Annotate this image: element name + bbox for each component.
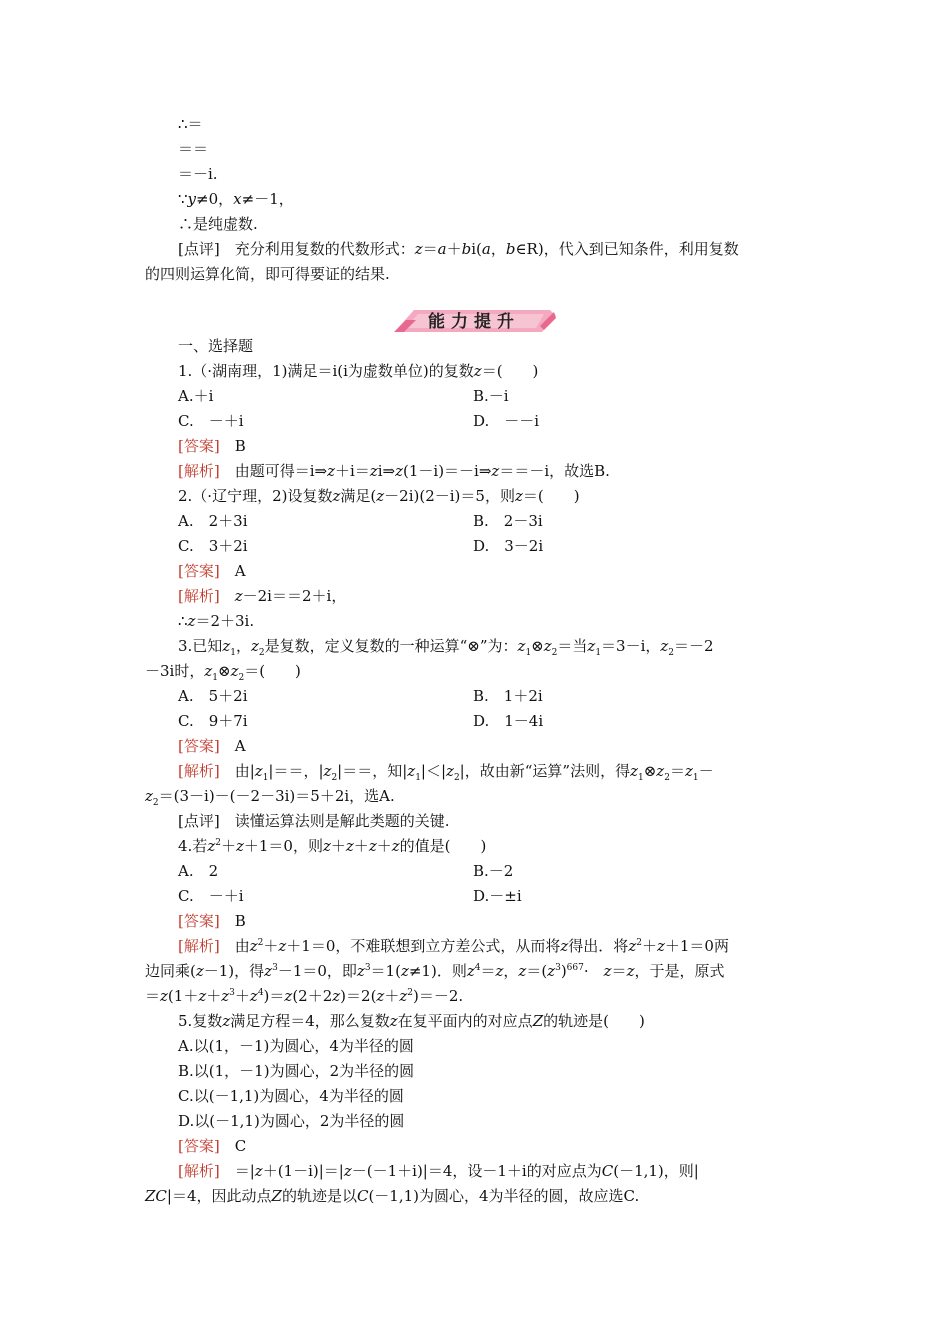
text-segment: ∴＝ [178, 115, 203, 133]
text-line [0, 534, 950, 559]
text-segment: [解析] z－2i＝＝2＋i， [178, 587, 347, 605]
text-line [0, 459, 950, 484]
text-segment: A. 2＋3i [178, 512, 248, 530]
text-segment: 5.复数z满足方程＝4，那么复数z在复平面内的对应点Z的轨迹是( ) [178, 1012, 645, 1030]
text-segment: $z_2=(3-i)-(-2-3i)=5+2i$，选A. [145, 787, 395, 808]
text-line [0, 1184, 950, 1209]
text-line [0, 909, 950, 934]
text-line [0, 634, 950, 659]
text-segment: 4.若$z^2+z+1=0$，则z＋z＋z＋z的值是( ) [178, 837, 487, 855]
text-segment: B.－2 [473, 862, 514, 880]
text-line [0, 262, 950, 287]
text-segment: 的四则运算化简，即可得要证的结果. [145, 265, 390, 283]
text-segment: [解析] 由$|z_1|==$，$|z_2|==$，知$|z_1|<|z_2|$，故由新“运算”法则，得$z_1\otimes z_2=z_1-$ [178, 762, 714, 783]
text-line [0, 809, 950, 834]
text-segment: $=z(1+z+z^3+z^4)=z(2+2z)=2(z+z^2)=-2$. [145, 987, 464, 1005]
text-line [0, 162, 950, 187]
text-segment: ∴是纯虚数. [178, 215, 258, 233]
text-line [0, 684, 950, 709]
text-line [0, 187, 950, 212]
text-segment: A.＋i [178, 387, 214, 405]
text-line [0, 759, 950, 784]
text-line [0, 434, 950, 459]
text-line [0, 509, 950, 534]
text-line [0, 384, 950, 409]
text-line [0, 584, 950, 609]
section-banner [392, 304, 556, 334]
text-segment: 边同乘(z－1)，得$z^3-1=0$，即$z^3=1(z\ne 1)$．则$z^4=z$，$z=(z^3)^{667}\cdot$ z＝z，于是，原式 [145, 962, 725, 980]
text-segment: ＝＝ [178, 140, 209, 158]
text-line [0, 409, 950, 434]
text-line [0, 559, 950, 584]
text-segment: B.以(1，－1)为圆心，2为半径的圆 [178, 1062, 415, 1080]
text-segment: [解析] 由$z^2+z+1=0$，不难联想到立方差公式，从而将z得出．将$z^2+z+1=0$两 [178, 937, 729, 955]
text-segment: [答案] B [178, 912, 246, 930]
text-segment: 2.（·辽宁理，2)设复数z满足(z－2i)(2－i)＝5，则z＝( ) [178, 487, 580, 505]
text-line [0, 1084, 950, 1109]
text-line [0, 959, 950, 984]
text-line [0, 884, 950, 909]
text-line [0, 834, 950, 859]
text-segment: C. －＋i [178, 412, 244, 430]
text-segment: B. 1＋2i [473, 687, 543, 705]
text-segment: C.以(－1,1)为圆心，4为半径的圆 [178, 1087, 404, 1105]
text-line [0, 137, 950, 162]
text-segment: C. 3＋2i [178, 537, 248, 555]
text-line [0, 112, 950, 137]
text-segment: 1.（·湖南理，1)满足＝i(i为虚数单位)的复数z＝( ) [178, 362, 539, 380]
text-line [0, 484, 950, 509]
text-line [0, 1159, 950, 1184]
text-segment: D. －－i [473, 412, 540, 430]
text-segment: [答案] B [178, 437, 246, 455]
text-segment: －3i时，$z_1\otimes z_2=$( ) [145, 662, 301, 683]
text-line [0, 734, 950, 759]
text-line [0, 1059, 950, 1084]
text-line [0, 984, 950, 1009]
text-segment: C. 9＋7i [178, 712, 248, 730]
text-line [0, 784, 950, 809]
text-segment: C. －＋i [178, 887, 244, 905]
text-segment: [解析] ＝|z＋(1－i)|＝|z－(－1＋i)|＝4，设－1＋i的对应点为C(－1,1)，则| [178, 1162, 699, 1180]
text-segment: [答案] A [178, 562, 246, 580]
text-segment: ∴z＝2＋3i. [178, 612, 255, 630]
text-line [0, 709, 950, 734]
text-line [0, 859, 950, 884]
text-segment: ZC|＝4，因此动点Z的轨迹是以C(－1,1)为圆心，4为半径的圆，故应选C. [145, 1187, 640, 1205]
banner-title: 能力提升 [428, 312, 520, 332]
text-line [0, 1134, 950, 1159]
text-segment: [点评] 充分利用复数的代数形式：z＝a＋bi(a，b∈R)，代入到已知条件，利用复数 [178, 240, 739, 258]
text-segment: [点评] 读懂运算法则是解此类题的关键. [178, 812, 450, 830]
text-segment: ∵y≠0，x≠－1， [178, 190, 294, 208]
text-segment: D. 1－4i [473, 712, 544, 730]
text-segment: B.－i [473, 387, 509, 405]
text-line [0, 1009, 950, 1034]
text-line [0, 609, 950, 634]
text-segment: [答案] A [178, 737, 246, 755]
text-segment: A.以(1，－1)为圆心，4为半径的圆 [178, 1037, 414, 1055]
text-line [0, 359, 950, 384]
text-segment: D.以(－1,1)为圆心，2为半径的圆 [178, 1112, 405, 1130]
text-segment: A. 5＋2i [178, 687, 248, 705]
text-line [0, 212, 950, 237]
text-line [0, 237, 950, 262]
text-line [0, 1034, 950, 1059]
text-segment: [答案] C [178, 1137, 247, 1155]
text-segment: [解析] 由题可得＝i⇒z＋i＝zi⇒z(1－i)＝－i⇒z＝＝－i，故选B. [178, 462, 610, 480]
text-segment: 一、选择题 [178, 337, 254, 355]
text-segment: D.－±i [473, 887, 522, 905]
text-segment: ＝－i. [178, 165, 218, 183]
text-line [0, 334, 950, 359]
text-segment: 3.已知$z_1$，$z_2$是复数，定义复数的一种运算“⊗”为：$z_1\otimes z_2=$当$z_1=3-i$，$z_2=-2$ [178, 637, 714, 658]
text-line [0, 1109, 950, 1134]
text-line [0, 934, 950, 959]
text-segment: D. 3－2i [473, 537, 544, 555]
text-segment: A. 2 [178, 862, 219, 880]
text-line [0, 659, 950, 684]
text-segment: B. 2－3i [473, 512, 543, 530]
